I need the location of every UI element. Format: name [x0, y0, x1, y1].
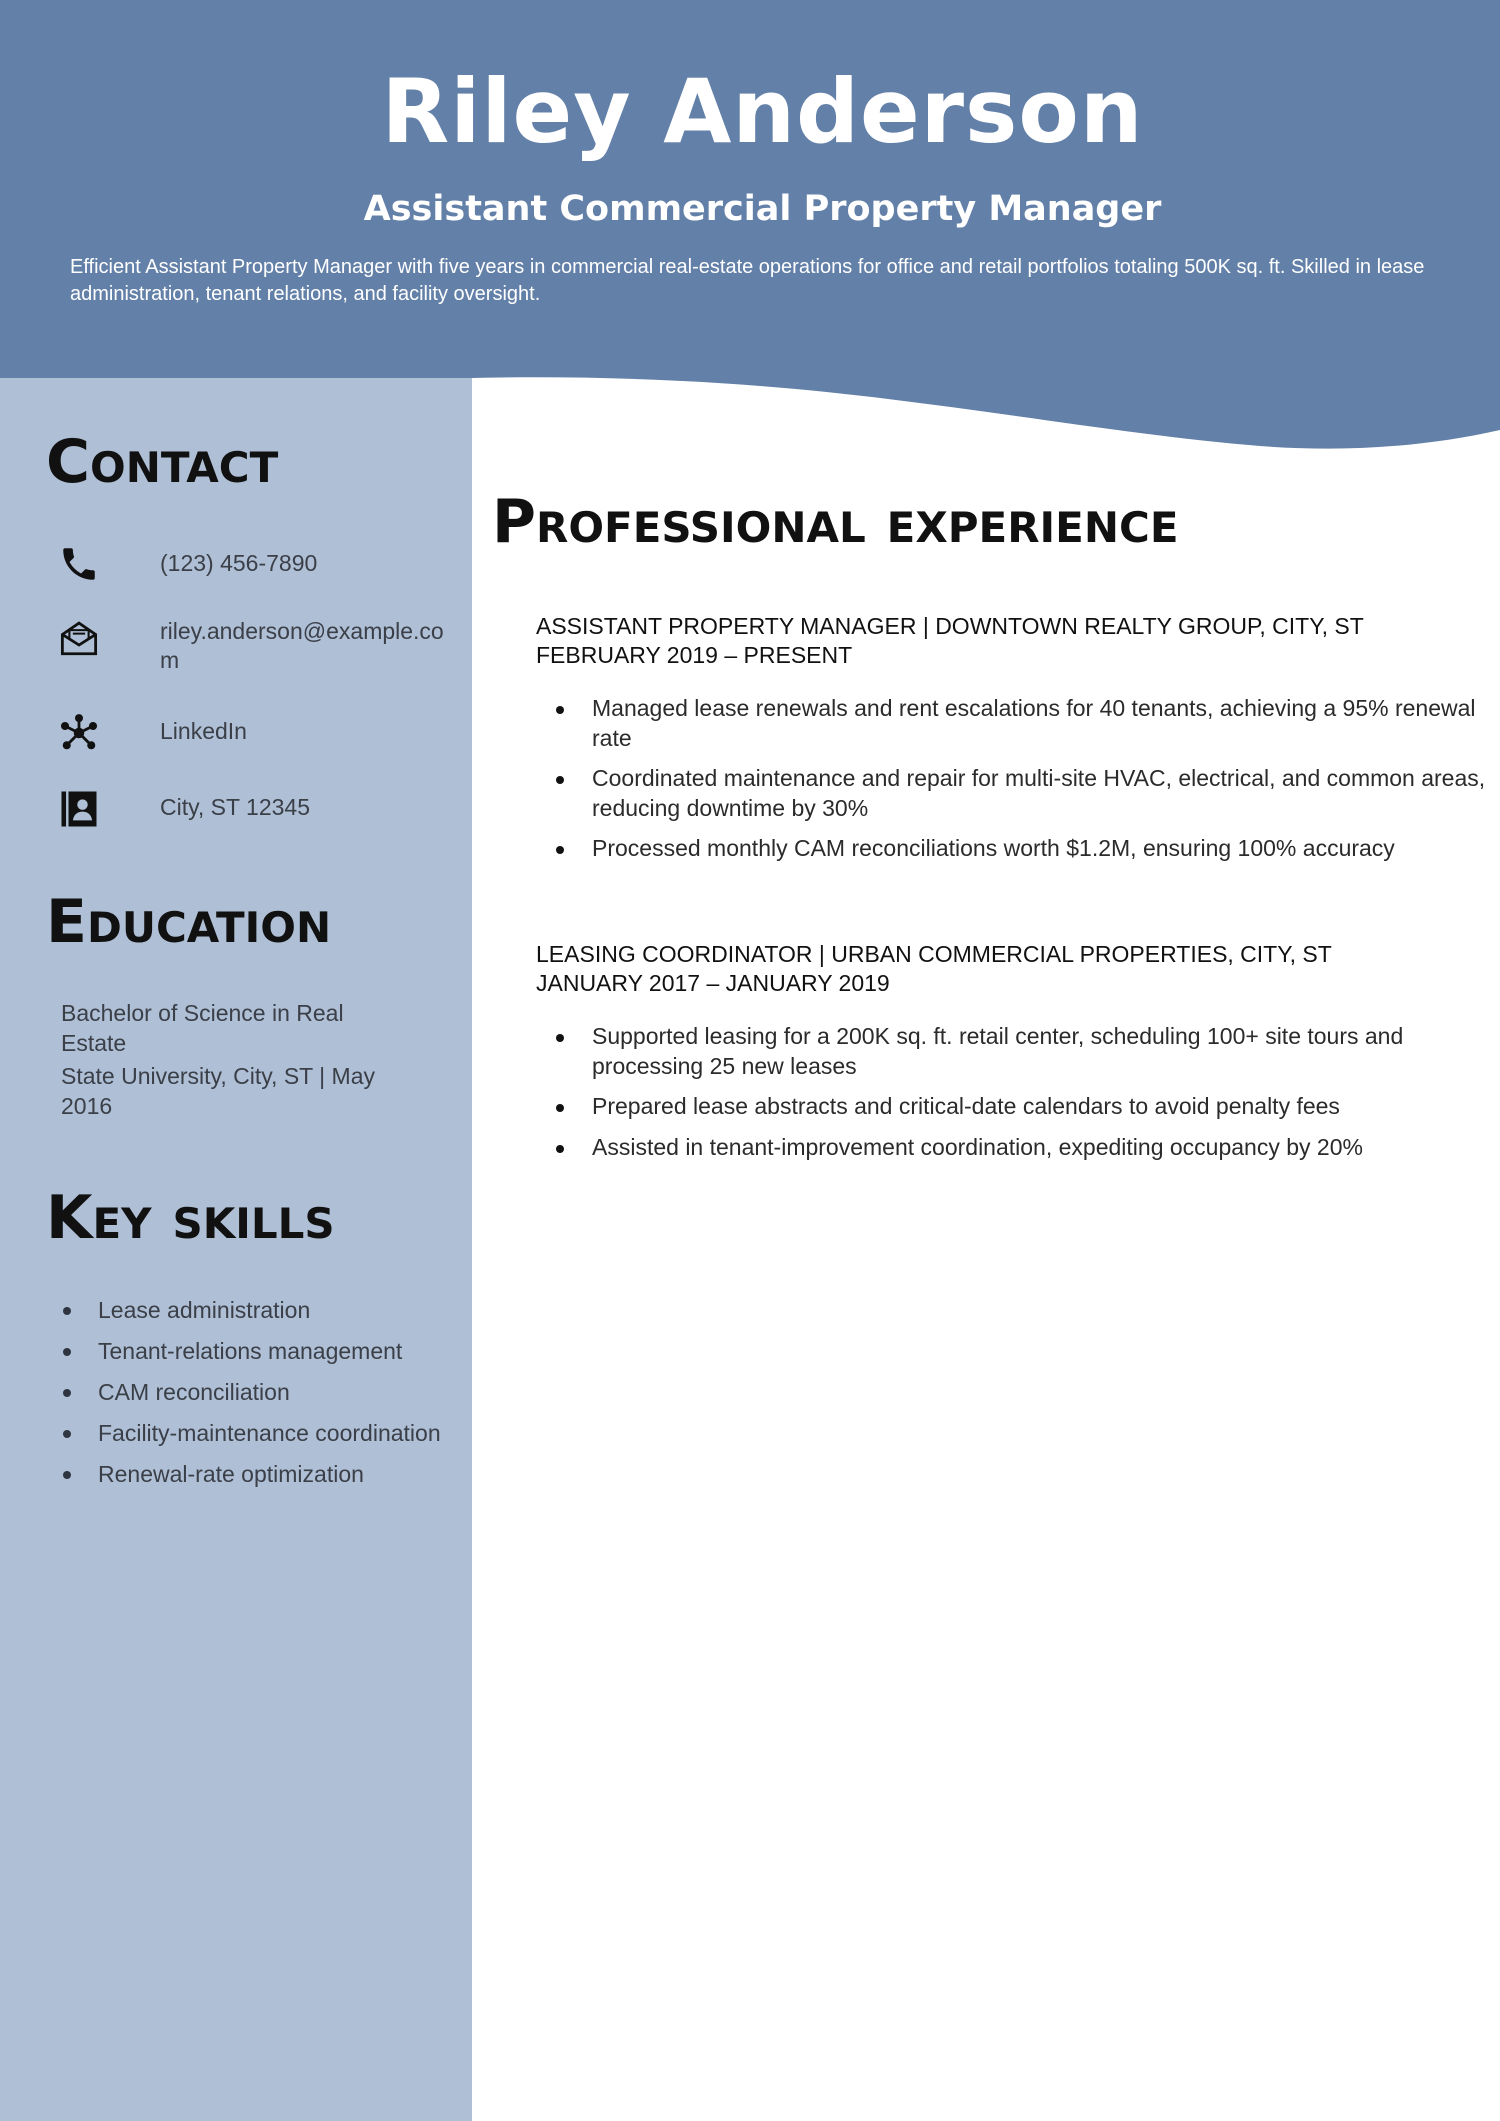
job-entry [536, 940, 1486, 1173]
skill-item: Tenant-relations management [61, 1336, 441, 1366]
education-entry [61, 998, 411, 1124]
job-bullet: Managed lease renewals and rent escalations for 40 tenants, achieving a 95% renewal rate [536, 694, 1486, 753]
candidate-name: Riley Anderson [381, 60, 1144, 163]
address-card-icon [58, 788, 100, 830]
linkedin-network-icon [58, 712, 100, 754]
job-dates: FEBRUARY 2019 – PRESENT [536, 642, 853, 668]
job-bullet: Prepared lease abstracts and critical-date calendars to avoid penalty fees [536, 1092, 1486, 1122]
skill-item: CAM reconciliation [61, 1377, 441, 1407]
job-role: LEASING COORDINATOR | URBAN COMMERCIAL PROPERTIES, CITY, ST [536, 941, 1332, 967]
contact-phone-text: (123) 456-7890 [160, 550, 318, 576]
contact-email-text[interactable]: riley.anderson@example.com [160, 618, 444, 673]
profile-summary: Efficient Assistant Property Manager with five years in commercial real-estate operations for office and retail portfolios totaling 500K sq. ft. Skilled in lease administration, tenant relations, and facility oversight. [70, 256, 1425, 305]
email-icon [58, 617, 100, 659]
education-school: State University, City, ST | May 2016 [61, 1063, 375, 1119]
contact-linkedin[interactable] [58, 712, 450, 754]
experience-heading: Professional experience [492, 487, 1179, 557]
phone-icon [58, 543, 100, 585]
job-bullet: Assisted in tenant-improvement coordination, expediting occupancy by 20% [536, 1133, 1486, 1163]
contact-linkedin-text[interactable]: LinkedIn [160, 718, 247, 744]
job-bullets [536, 1022, 1486, 1162]
job-entry [536, 612, 1486, 875]
contact-address [58, 788, 450, 830]
skills-heading: Key skills [46, 1183, 335, 1253]
education-heading: Education [46, 887, 332, 957]
job-bullet: Coordinated maintenance and repair for multi-site HVAC, electrical, and common areas, reducing downtime by 30% [536, 764, 1486, 823]
contact-address-text: City, ST 12345 [160, 794, 311, 820]
skill-item: Renewal-rate optimization [61, 1459, 441, 1489]
skills-list [61, 1295, 441, 1500]
skill-item: Lease administration [61, 1295, 441, 1325]
contact-email[interactable] [58, 617, 450, 675]
header [0, 0, 1500, 370]
job-bullets [536, 694, 1486, 864]
job-dates: JANUARY 2017 – JANUARY 2019 [536, 970, 890, 996]
contact-heading: Contact [46, 427, 279, 497]
contact-phone [58, 543, 450, 585]
job-role: ASSISTANT PROPERTY MANAGER | DOWNTOWN REALTY GROUP, CITY, ST [536, 613, 1364, 639]
skill-item: Facility-maintenance coordination [61, 1418, 441, 1448]
job-bullet: Processed monthly CAM reconciliations worth $1.2M, ensuring 100% accuracy [536, 834, 1486, 864]
candidate-title: Assistant Commercial Property Manager [363, 189, 1162, 229]
education-degree: Bachelor of Science in Real Estate [61, 1000, 344, 1056]
job-bullet: Supported leasing for a 200K sq. ft. retail center, scheduling 100+ site tours and processing 25 new leases [536, 1022, 1486, 1081]
